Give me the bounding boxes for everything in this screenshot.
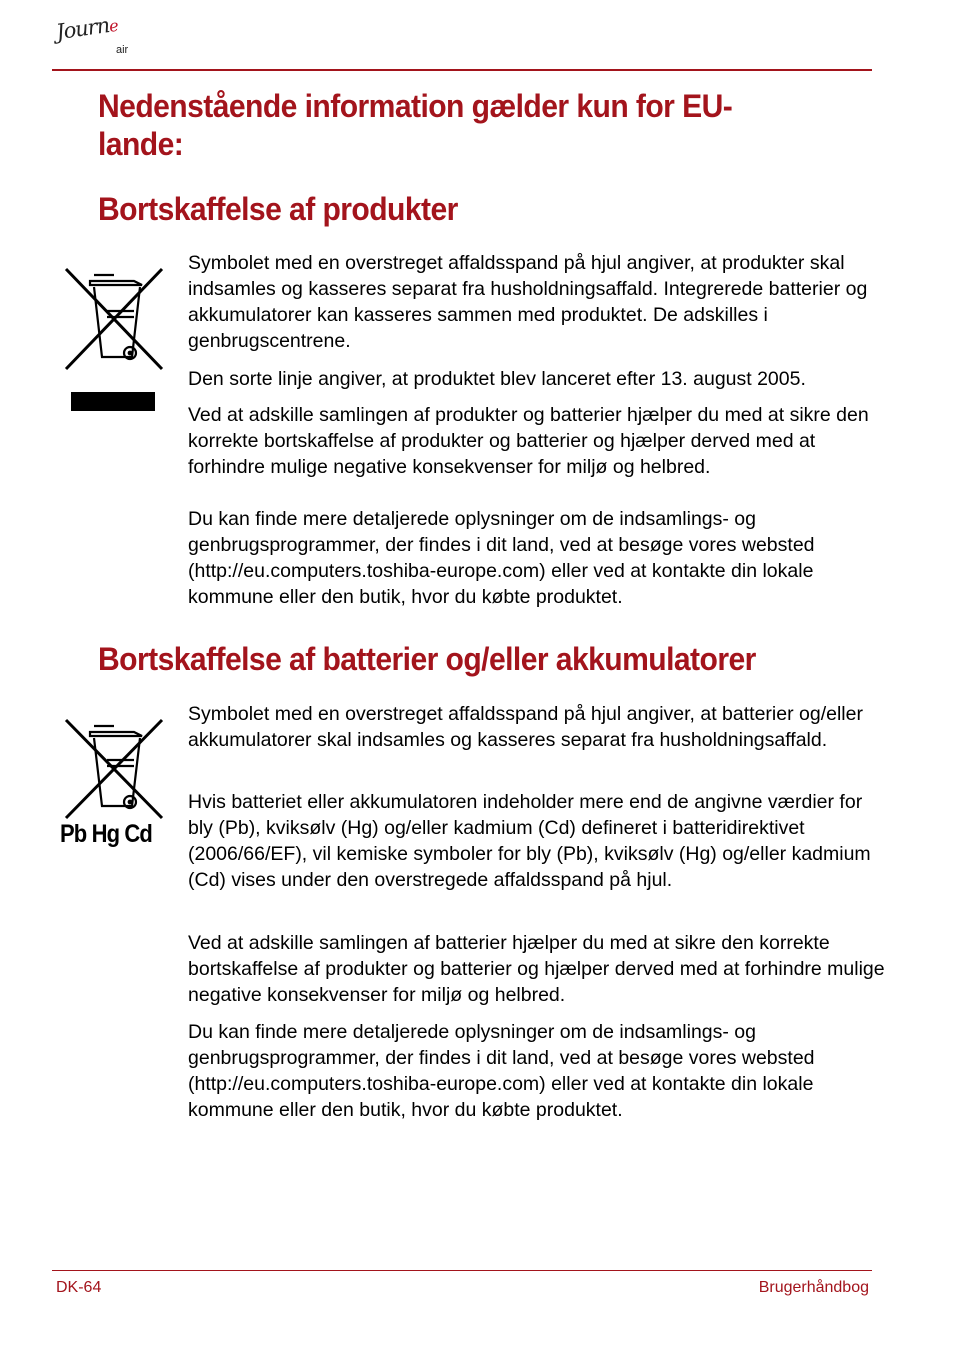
product-paragraph-2: Den sorte linje angiver, at produktet blev lanceret efter 13. august 2005.: [188, 368, 806, 390]
battery-paragraph-4: Du kan finde mere detaljerede oplysninger om de indsamlings- og genbrugsprogrammer, der findes i dit land, ved at besøge vores websted (http://eu.computers.toshiba-europe.com) eller ved at kontakte din lokale kommune eller den butik, hvor du købte produktet.: [188, 1021, 815, 1121]
battery-paragraph-3: Ved at adskille samlingen af batterier hjælper du med at sikre den korrekte bortskaffelse af produkter og batterier og hjælper derved med at forhindre mulige negative konsekvenser for miljø og helbred.: [188, 932, 885, 1006]
page-number: DK-64: [56, 1279, 102, 1296]
product-paragraph-4: Du kan finde mere detaljerede oplysninger om de indsamlings- og genbrugsprogrammer, der findes i dit land, ved at besøge vores websted (http://eu.computers.toshiba-europe.com) eller ved at kontakte din lokale kommune eller den butik, hvor du købte produktet.: [188, 508, 815, 608]
product-paragraph-1: Symbolet med en overstreget affaldsspand på hjul angiver, at produkter skal indsamles og kasseres separat fra husholdningsaffald. Integrerede batterier og akkumulatorer kan kasseres sammen med produktet. De adskilles i genbrugscentrene.: [188, 252, 868, 352]
chemical-symbols: Pb Hg Cd: [60, 820, 152, 848]
product-disposal-heading: Bortskaffelse af produkter: [98, 191, 458, 227]
battery-paragraph-2: Hvis batteriet eller akkumulatoren indeholder mere end de angivne værdier for bly (Pb), kviksølv (Hg) og/eller kadmium (Cd) defineret i batteridirektivet (2006/66/EF), vil kemiske symboler for bly (Pb), kviksølv (Hg) og/eller kadmium (Cd) vises under den overstregede affaldsspand på hjul.: [188, 791, 871, 891]
logo-sub-text: air: [116, 44, 129, 56]
manual-title: Brugerhåndbog: [758, 1279, 869, 1296]
crossed-out-wheelie-bin-icon: [60, 716, 168, 824]
footer-rule: [52, 1270, 872, 1271]
product-paragraph-3: Ved at adskille samlingen af produkter og batterier hjælper du med at sikre den korrekte bortskaffelse af produkter og batterier og hjælper derved med at forhindre mulige negative konsekvenser for miljø og helbred.: [188, 404, 869, 478]
journe-air-logo: [52, 14, 142, 66]
eu-notice-heading: Nedenstående information gælder kun for EU-lande:: [98, 88, 733, 162]
header-rule: [52, 69, 872, 71]
battery-disposal-heading: Bortskaffelse af batterier og/eller akkumulatorer: [98, 641, 756, 677]
logo-script: [55, 12, 119, 44]
black-bar: [71, 392, 155, 411]
logo-accent-letter: e: [107, 15, 119, 36]
logo-script-text: Journ: [54, 13, 111, 45]
battery-paragraph-1: Symbolet med en overstreget affaldsspand på hjul angiver, at batterier og/eller akkumulatorer skal indsamles og kasseres separat fra husholdningsaffald.: [188, 703, 863, 751]
crossed-out-wheelie-bin-icon: [60, 265, 168, 375]
